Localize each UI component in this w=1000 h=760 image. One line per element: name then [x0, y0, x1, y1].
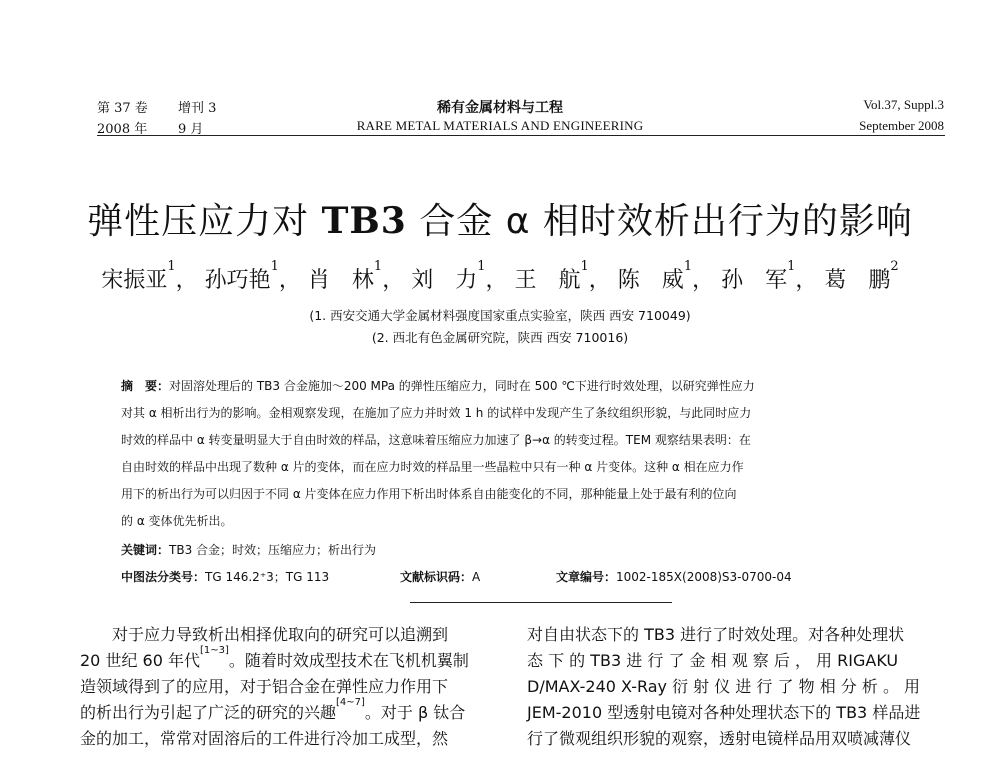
abstract-line: 用下的析出行为可以归因于不同 α 片变体在应力作用下析出时体系自由能变化的不同，那种能量上处于最有利的位向 [121, 487, 737, 501]
author-affil-mark: 1 [683, 259, 693, 274]
paper-title [0, 193, 1000, 244]
body-left-line [80, 697, 466, 723]
author: 葛 鹏 [824, 268, 891, 293]
abstract-line [121, 377, 755, 394]
citation: [1~3] [199, 645, 229, 656]
body-left-text: 。对于 β 钛合 [364, 703, 466, 722]
abstract-line: 时效的样品中 α 转变量明显大于自由时效的样品，这意味着压缩应力加速了 β→α 的转变过程。TEM 观察结果表明：在 [121, 433, 751, 447]
body-left-line [80, 645, 469, 671]
abstract-line: 自由时效的样品中出现了数种 α 片的变体，而在应力时效的样品里一些晶粒中只有一种 α 片变体。这种 α 相在应力作 [121, 460, 744, 474]
author-affil-mark: 2 [890, 259, 899, 274]
header-volume-en: Vol.37, Suppl.3 [863, 97, 944, 112]
author-affil-mark: 1 [580, 259, 589, 274]
abstract-text: 对固溶处理后的 TB3 合金施加～200 MPa 的弹性压缩应力，同时在 500 ℃下进行时效处理，以研究弹性应力 [169, 379, 755, 393]
author: 陈 威 [617, 268, 684, 293]
author-list: 宋振亚$^1$， 孙巧艳$^1$， 肖 林$^1$， 刘 力$^1$， 王 航$^1$， 陈 威$^1$， 孙 军$^1$， 葛 鹏$^2$ [101, 259, 899, 293]
doc-label: 文献标识码： [400, 570, 473, 584]
body-right-line: JEM-2010 型透射电镜对各种处理状态下的 TB3 样品进 [527, 703, 921, 722]
body-right-line: 行了微观组织形貌的观察，透射电镜样品用双喷减薄仪 [527, 729, 912, 748]
author-affil-mark: 1 [787, 259, 796, 274]
keywords [121, 541, 376, 558]
author: 刘 力 [411, 268, 478, 293]
clc-value: TG 146.2⁺3；TG 113 [205, 570, 330, 584]
author: 肖 林 [307, 268, 374, 293]
author: 孙 军 [721, 268, 788, 293]
body-left-text: 20 世纪 60 年代 [80, 651, 200, 670]
classification-line [121, 568, 329, 585]
clc-label: 中图法分类号： [121, 570, 206, 584]
title-part-2: TB3 [321, 200, 407, 242]
body-left-line: 金的加工，常常对固溶后的工件进行冷加工成型，然 [80, 729, 449, 748]
affiliation-1: (1. 西安交通大学金属材料强度国家重点实验室，陕西 西安 710049) [309, 308, 691, 323]
title-part-1: 弹性压应力对 [87, 201, 322, 242]
citation: [4~7] [336, 697, 365, 708]
author-affil-mark: 1 [167, 259, 176, 274]
affiliation-2: (2. 西北有色金属研究院，陕西 西安 710016) [371, 330, 629, 345]
body-left-line: 造领域得到了的应用，对于铝合金在弹性应力作用下 [80, 677, 449, 696]
body-right-line: 态 下 的 TB3 进 行 了 金 相 观 察 后 ， 用 RIGAKU [527, 651, 899, 670]
keywords-label: 关键词： [121, 543, 170, 557]
author: 孙巧艳 [204, 268, 271, 293]
author-affil-mark: 1 [270, 259, 279, 274]
header-issue-cn: 增刊 3 [178, 101, 217, 116]
header-date-en: September 2008 [859, 118, 944, 133]
article-number [556, 568, 792, 585]
journal-name-en: RARE METAL MATERIALS AND ENGINEERING [356, 118, 644, 133]
header-volume-cn: 第 37 卷 [97, 101, 148, 116]
header-month-cn: 9 月 [178, 122, 204, 137]
abstract-line: 的 α 变体优先析出。 [121, 514, 233, 528]
keywords-text: TB3 合金；时效；压缩应力；析出行为 [169, 543, 377, 557]
article-label: 文章编号： [556, 570, 617, 584]
section-divider [410, 602, 672, 603]
abstract-line: 对其 α 相析出行为的影响。金相观察发现，在施加了应力并时效 1 h 的试样中发现产生了条纹组织形貌，与此同时应力 [121, 406, 752, 420]
header-rule [97, 135, 945, 136]
body-left-text: 的析出行为引起了广泛的研究的兴趣 [80, 703, 337, 722]
body-right-line: D/MAX-240 X-Ray 衍 射 仪 进 行 了 物 相 分 析 。 用 [527, 677, 921, 696]
body-left-text: 。随着时效成型技术在飞机机翼制 [228, 651, 469, 670]
title-part-3: 合金 α 相时效析出行为的影响 [406, 201, 913, 242]
abstract-label: 摘 要： [121, 379, 170, 393]
doc-code [400, 568, 480, 585]
doc-value: A [472, 570, 481, 584]
journal-name-cn: 稀有金属材料与工程 [437, 100, 563, 116]
author-affil-mark: 1 [373, 259, 383, 274]
article-value: 1002-185X(2008)S3-0700-04 [616, 570, 792, 584]
author-affil-mark: 1 [477, 259, 486, 274]
header-year-cn: 2008 年 [97, 122, 148, 137]
author: 王 航 [514, 268, 581, 293]
body-left-line: 对于应力导致析出相择优取向的研究可以追溯到 [80, 625, 449, 644]
author: 宋振亚 [101, 268, 168, 293]
body-right-line: 对自由状态下的 TB3 进行了时效处理。对各种处理状 [527, 625, 905, 644]
